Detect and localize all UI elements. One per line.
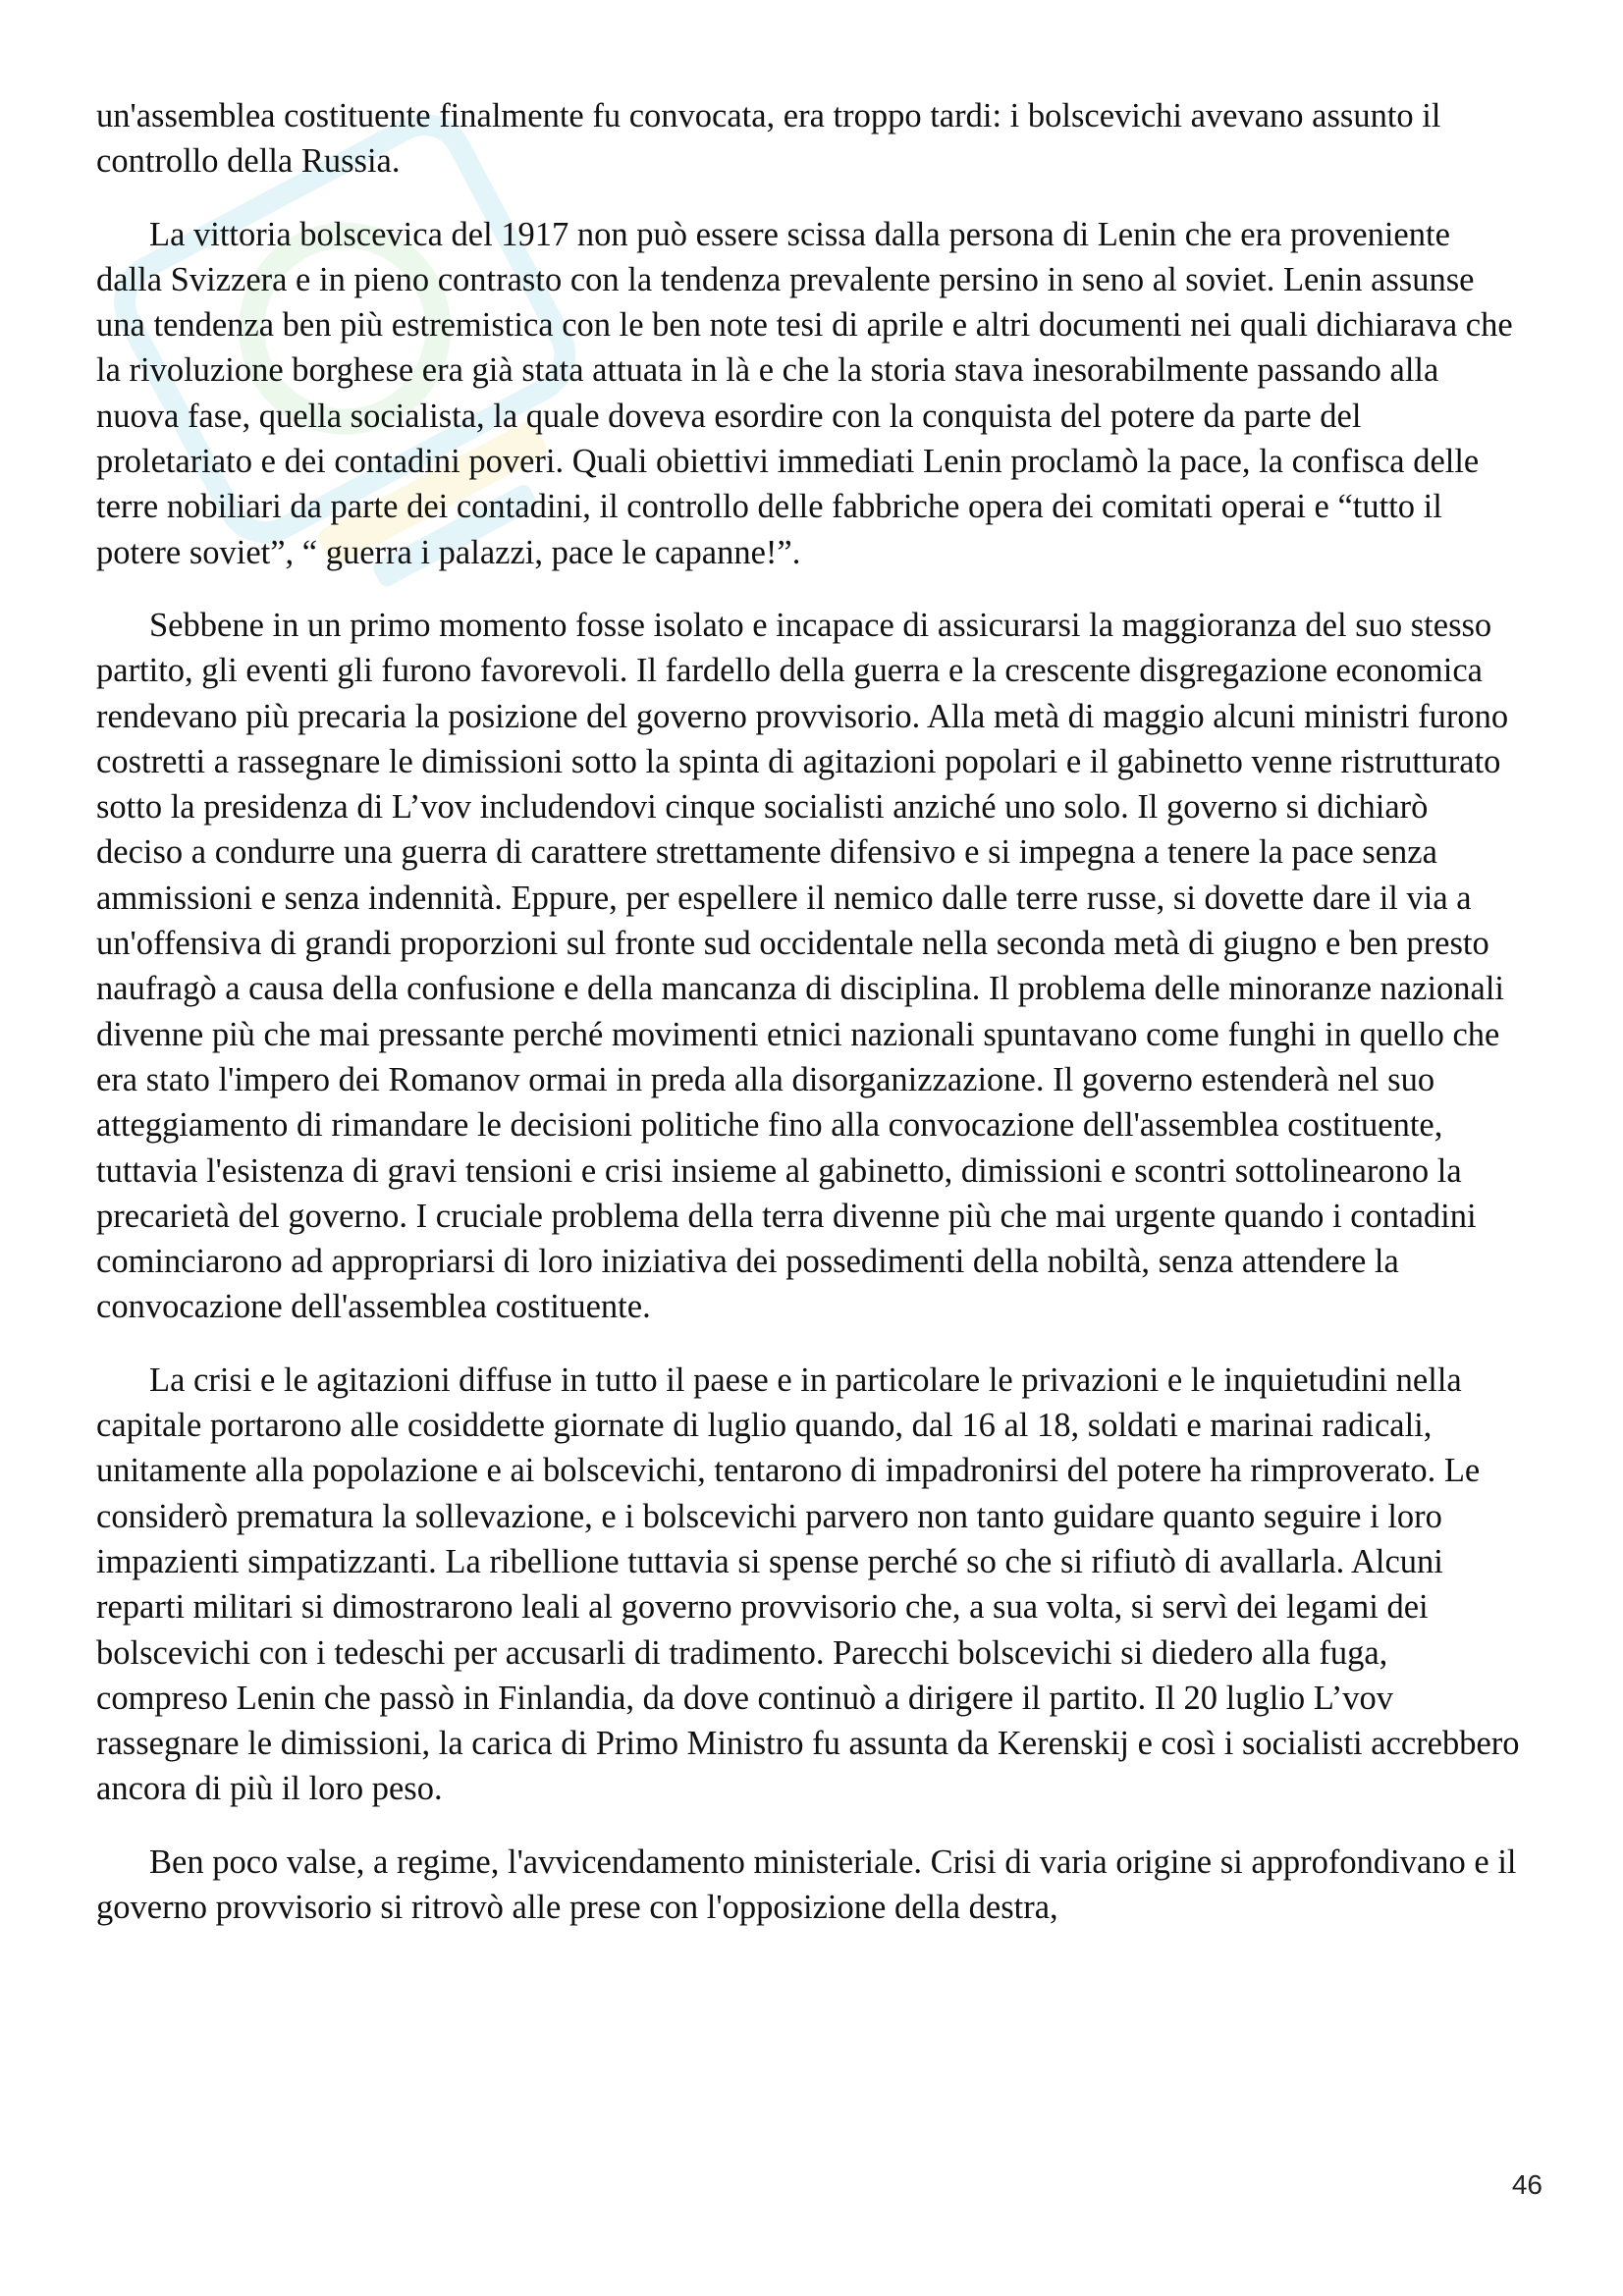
page-number: 46 [1511, 2169, 1542, 2200]
paragraph: Sebbene in un primo momento fosse isolato e incapace di assicurarsi la maggioranza del suo stesso partito, gli eventi gli furono favorevoli. Il fardello della guerra e la crescente disgregazione economica rendevano più precaria la posizione del governo provvisorio. Alla metà di maggio alcuni ministri furono costretti a rassegnare le dimissioni sotto la spinta di agitazioni popolari e il gabinetto venne ristrutturato sotto la presidenza di L’vov includendovi cinque socialisti anziché uno solo. Il governo si dichiarò deciso a condurre una guerra di carattere strettamente difensivo e si impegna a tenere la pace senza ammissioni e senza indennità. Eppure, per espellere il nemico dalle terre russe, si dovette dare il via a un'offensiva di grandi proporzioni sul fronte sud occidentale nella seconda metà di giugno e ben presto naufragò a causa della confusione e della mancanza di disciplina. Il problema delle minoranze nazionali divenne più che mai pressante perché movimenti etnici nazionali spuntavano come funghi in quello che era stato l'impero dei Romanov ormai in preda alla disorganizzazione. Il governo estenderà nel suo atteggiamento di rimandare le decisioni politiche fino alla convocazione dell'assemblea costituente, tuttavia l'esistenza di gravi tensioni e crisi insieme al gabinetto, dimissioni e scontri sottolinearono la precarietà del governo. I cruciale problema della terra divenne più che mai urgente quando i contadini cominciarono ad appropriarsi di loro iniziativa dei possedimenti della nobiltà, senza attendere la convocazione dell'assemblea costituente. [96, 606, 1509, 1326]
paragraph: Ben poco valse, a regime, l'avvicendamento ministeriale. Crisi di varia origine si approfondivano e il governo provvisorio si ritrovò alle prese con l'opposizione della destra, [96, 1842, 1517, 1926]
paragraph: La crisi e le agitazioni diffuse in tutto il paese e in particolare le privazioni e le inquietudini nella capitale portarono alle cosiddette giornate di luglio quando, dal 16 al 18, soldati e marinai radicali, unitamente alla popolazione e ai bolscevichi, tentarono di impadronirsi del potere ha rimproverato. Le considerò prematura la sollevazione, e i bolscevichi parvero non tanto guidare quanto seguire i loro impazienti simpatizzanti. La ribellione tuttavia si spense perché so che si rifiutò di avallarla. Alcuni reparti militari si dimostrarono leali al governo provvisorio che, a sua volta, si servì dei legami dei bolscevichi con i tedeschi per accusarli di tradimento. Parecchi bolscevichi si diedero alla fuga, compreso Lenin che passò in Finlandia, da dove continuò a dirigere il partito. Il 20 luglio L’vov rassegnare le dimissioni, la carica di Primo Ministro fu assunta da Kerenskij e così i socialisti accrebbero ancora di più il loro peso. [96, 1361, 1520, 1808]
paragraph: un'assemblea costituente finalmente fu convocata, era troppo tardi: i bolscevichi avevano assunto il controllo della Russia. [96, 97, 1441, 181]
document-body [96, 93, 1520, 1957]
paragraph: La vittoria bolscevica del 1917 non può essere scissa dalla persona di Lenin che era proveniente dalla Svizzera e in pieno contrasto con la tendenza prevalente persino in seno al soviet. Lenin assunse una tendenza ben più estremistica con le ben note tesi di aprile e altri documenti nei quali dichiarava che la rivoluzione borghese era già stata attuata in là e che la storia stava inesorabilmente passando alla nuova fase, quella socialista, la quale doveva esordire con la conquista del potere da parte del proletariato e dei contadini poveri. Quali obiettivi immediati Lenin proclamò la pace, la confisca delle terre nobiliari da parte dei contadini, il controllo delle fabbriche opera dei comitati operai e “tutto il potere soviet”, “ guerra i palazzi, pace le capanne!”. [96, 215, 1513, 571]
